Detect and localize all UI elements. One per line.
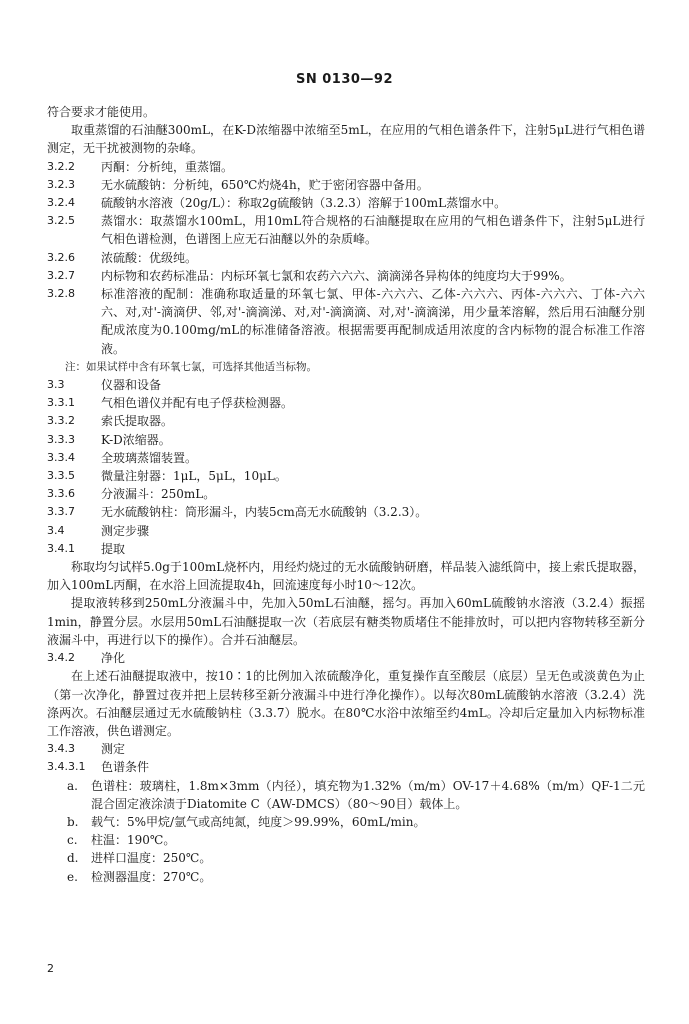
section-number: 3.4.2	[47, 651, 75, 665]
section-number: 3.2.2	[47, 159, 75, 173]
section-3-2-4	[47, 194, 645, 212]
list-item	[67, 849, 645, 867]
section-number: 3.3	[47, 378, 65, 392]
section-3-3-1	[47, 394, 645, 412]
section-heading: 仪器和设备	[101, 378, 162, 393]
section-3-3-3	[47, 431, 645, 449]
list-text: 进样口温度：250℃。	[91, 851, 212, 866]
section-number: 3.4.3.1	[47, 760, 86, 774]
document-body	[47, 103, 645, 886]
section-number: 3.4	[47, 523, 65, 537]
section-heading: 提取	[101, 541, 126, 556]
section-text: 硫酸钠水溶液（20g/L）：称取2g硫酸钠（3.2.3）溶解于100mL蒸馏水中。	[101, 196, 507, 211]
list-marker: c.	[67, 833, 78, 848]
list-marker: e.	[67, 869, 78, 884]
section-3-3-2	[47, 412, 645, 430]
section-number: 3.3.4	[47, 450, 75, 464]
list-item	[67, 813, 645, 831]
section-3-3-6	[47, 485, 645, 503]
section-number: 3.2.3	[47, 177, 75, 191]
paragraph: 提取液转移到250mL分液漏斗中，先加入50mL石油醚，摇匀。再加入60mL硫酸钠水溶液（3.2.4）振摇1min，静置分层。水层用50mL石油醚提取一次（若底层有糖类物质堵住不能排放时，可以把内容物转移至新分液漏斗中，再进行以下的操作）。合并石油醚层。	[47, 596, 645, 647]
section-text: 气相色谱仪并配有电子俘获检测器。	[101, 396, 294, 411]
section-text: K-D浓缩器。	[101, 432, 171, 447]
section-heading: 测定步骤	[101, 523, 150, 538]
section-heading: 净化	[101, 651, 126, 666]
standard-number-header: SN 0130—92	[295, 72, 394, 87]
list-marker: d.	[67, 851, 79, 866]
section-3-4-heading	[47, 522, 645, 540]
section-number: 3.4.3	[47, 742, 75, 756]
section-number: 3.2.5	[47, 214, 75, 228]
section-3-4-3-1-heading	[47, 758, 645, 776]
paragraph: 称取均匀试样5.0g于100mL烧杯内，用经灼烧过的无水硫酸钠研磨，样品装入滤纸筒中，接上索氏提取器，加入100mL丙酮，在水浴上回流提取4h，回流速度每小时10～12次。	[47, 560, 645, 593]
section-heading: 测定	[101, 742, 126, 757]
section-3-3-5	[47, 467, 645, 485]
section-number: 3.2.6	[47, 250, 75, 264]
section-3-4-2-heading	[47, 649, 645, 667]
section-3-3-heading	[47, 376, 645, 394]
section-text: 索氏提取器。	[101, 414, 174, 429]
section-number: 3.4.1	[47, 541, 75, 555]
note: 注：如果试样中含有环氧七氯，可选择其他适当标物。	[65, 360, 317, 373]
section-number: 3.2.7	[47, 268, 75, 282]
section-3-2-6	[47, 249, 645, 267]
list-item	[67, 868, 645, 886]
section-text: 浓硫酸：优级纯。	[101, 250, 198, 265]
section-number: 3.3.6	[47, 487, 75, 501]
paragraph: 取重蒸馏的石油醚300mL，在K-D浓缩器中浓缩至5mL，在应用的气相色谱条件下，注射5μL进行气相色谱测定，无干扰被测物的杂峰。	[47, 123, 645, 156]
section-text: 丙酮：分析纯，重蒸馏。	[101, 159, 234, 174]
section-text: 分液漏斗：250mL。	[101, 487, 216, 502]
list-text: 色谱柱：玻璃柱，1.8m×3mm（内径），填充物为1.32%（m/m）OV-17＋4.68%（m/m）QF-1二元混合固定液涂渍于Diatomite C（AW-DMCS）（80～90目）载体上。	[91, 778, 645, 811]
section-3-3-4	[47, 449, 645, 467]
list-text: 柱温：190℃。	[91, 833, 176, 848]
list-marker: a.	[67, 778, 78, 793]
section-number: 3.3.2	[47, 414, 75, 428]
section-3-4-3-heading	[47, 740, 645, 758]
section-text: 蒸馏水：取蒸馏水100mL，用10mL符合规格的石油醚提取在应用的气相色谱条件下，注射5μL进行气相色谱检测，色谱图上应无石油醚以外的杂质峰。	[101, 214, 645, 247]
list-item	[67, 777, 645, 813]
paragraph: 符合要求才能使用。	[47, 105, 156, 119]
section-3-3-7	[47, 503, 645, 521]
section-text: 标准溶液的配制：准确称取适量的环氧七氯、甲体-六六六、乙体-六六六、丙体-六六六、丁体-六六六、对,对'-滴滴伊、邻,对'-滴滴涕、对,对'-滴滴滴、对,对'-滴滴涕，用少量苯溶解，然后用石油醚分别配成浓度为0.100mg/mL的标准储备溶液。根据需要再配制成适用浓度的含内标物的混合标准工作溶液。	[101, 287, 645, 356]
list-text: 检测器温度：270℃。	[91, 869, 212, 884]
section-text: 内标物和农药标准品：内标环氧七氯和农药六六六、滴滴涕各异构体的纯度均大于99%。	[101, 268, 572, 283]
page-number: 2	[47, 962, 54, 975]
section-3-2-3	[47, 176, 645, 194]
paragraph: 在上述石油醚提取液中，按10∶1的比例加入浓硫酸净化，重复操作直至酸层（底层）呈无色或淡黄色为止（第一次净化，静置过夜并把上层转移至新分液漏斗中进行净化操作）。以每次80mL硫酸钠水溶液（3.2.4）洗涤两次。石油醚层通过无水硫酸钠柱（3.3.7）脱水。在80℃水浴中浓缩至约4mL。冷却后定量加入内标物标准工作溶液，供色谱测定。	[47, 669, 645, 738]
section-3-2-5	[47, 212, 645, 248]
section-number: 3.3.1	[47, 396, 75, 410]
section-number: 3.3.5	[47, 469, 75, 483]
section-3-4-1-heading	[47, 540, 645, 558]
list-marker: b.	[67, 814, 79, 829]
section-3-2-8	[47, 285, 645, 358]
section-number: 3.2.4	[47, 196, 75, 210]
section-text: 无水硫酸钠：分析纯，650℃灼烧4h，贮于密闭容器中备用。	[101, 177, 429, 192]
section-text: 微量注射器：1μL，5μL，10μL。	[101, 469, 287, 484]
section-heading: 色谱条件	[101, 760, 150, 775]
section-number: 3.2.8	[47, 287, 75, 301]
list-item	[67, 831, 645, 849]
section-3-2-7	[47, 267, 645, 285]
section-3-2-2	[47, 158, 645, 176]
list-text: 载气：5%甲烷/氩气或高纯氮，纯度＞99.99%，60mL/min。	[91, 814, 426, 829]
section-number: 3.3.3	[47, 432, 75, 446]
section-text: 全玻璃蒸馏装置。	[101, 450, 198, 465]
section-text: 无水硫酸钠柱：筒形漏斗，内装5cm高无水硫酸钠（3.2.3）。	[101, 505, 428, 520]
section-number: 3.3.7	[47, 505, 75, 519]
